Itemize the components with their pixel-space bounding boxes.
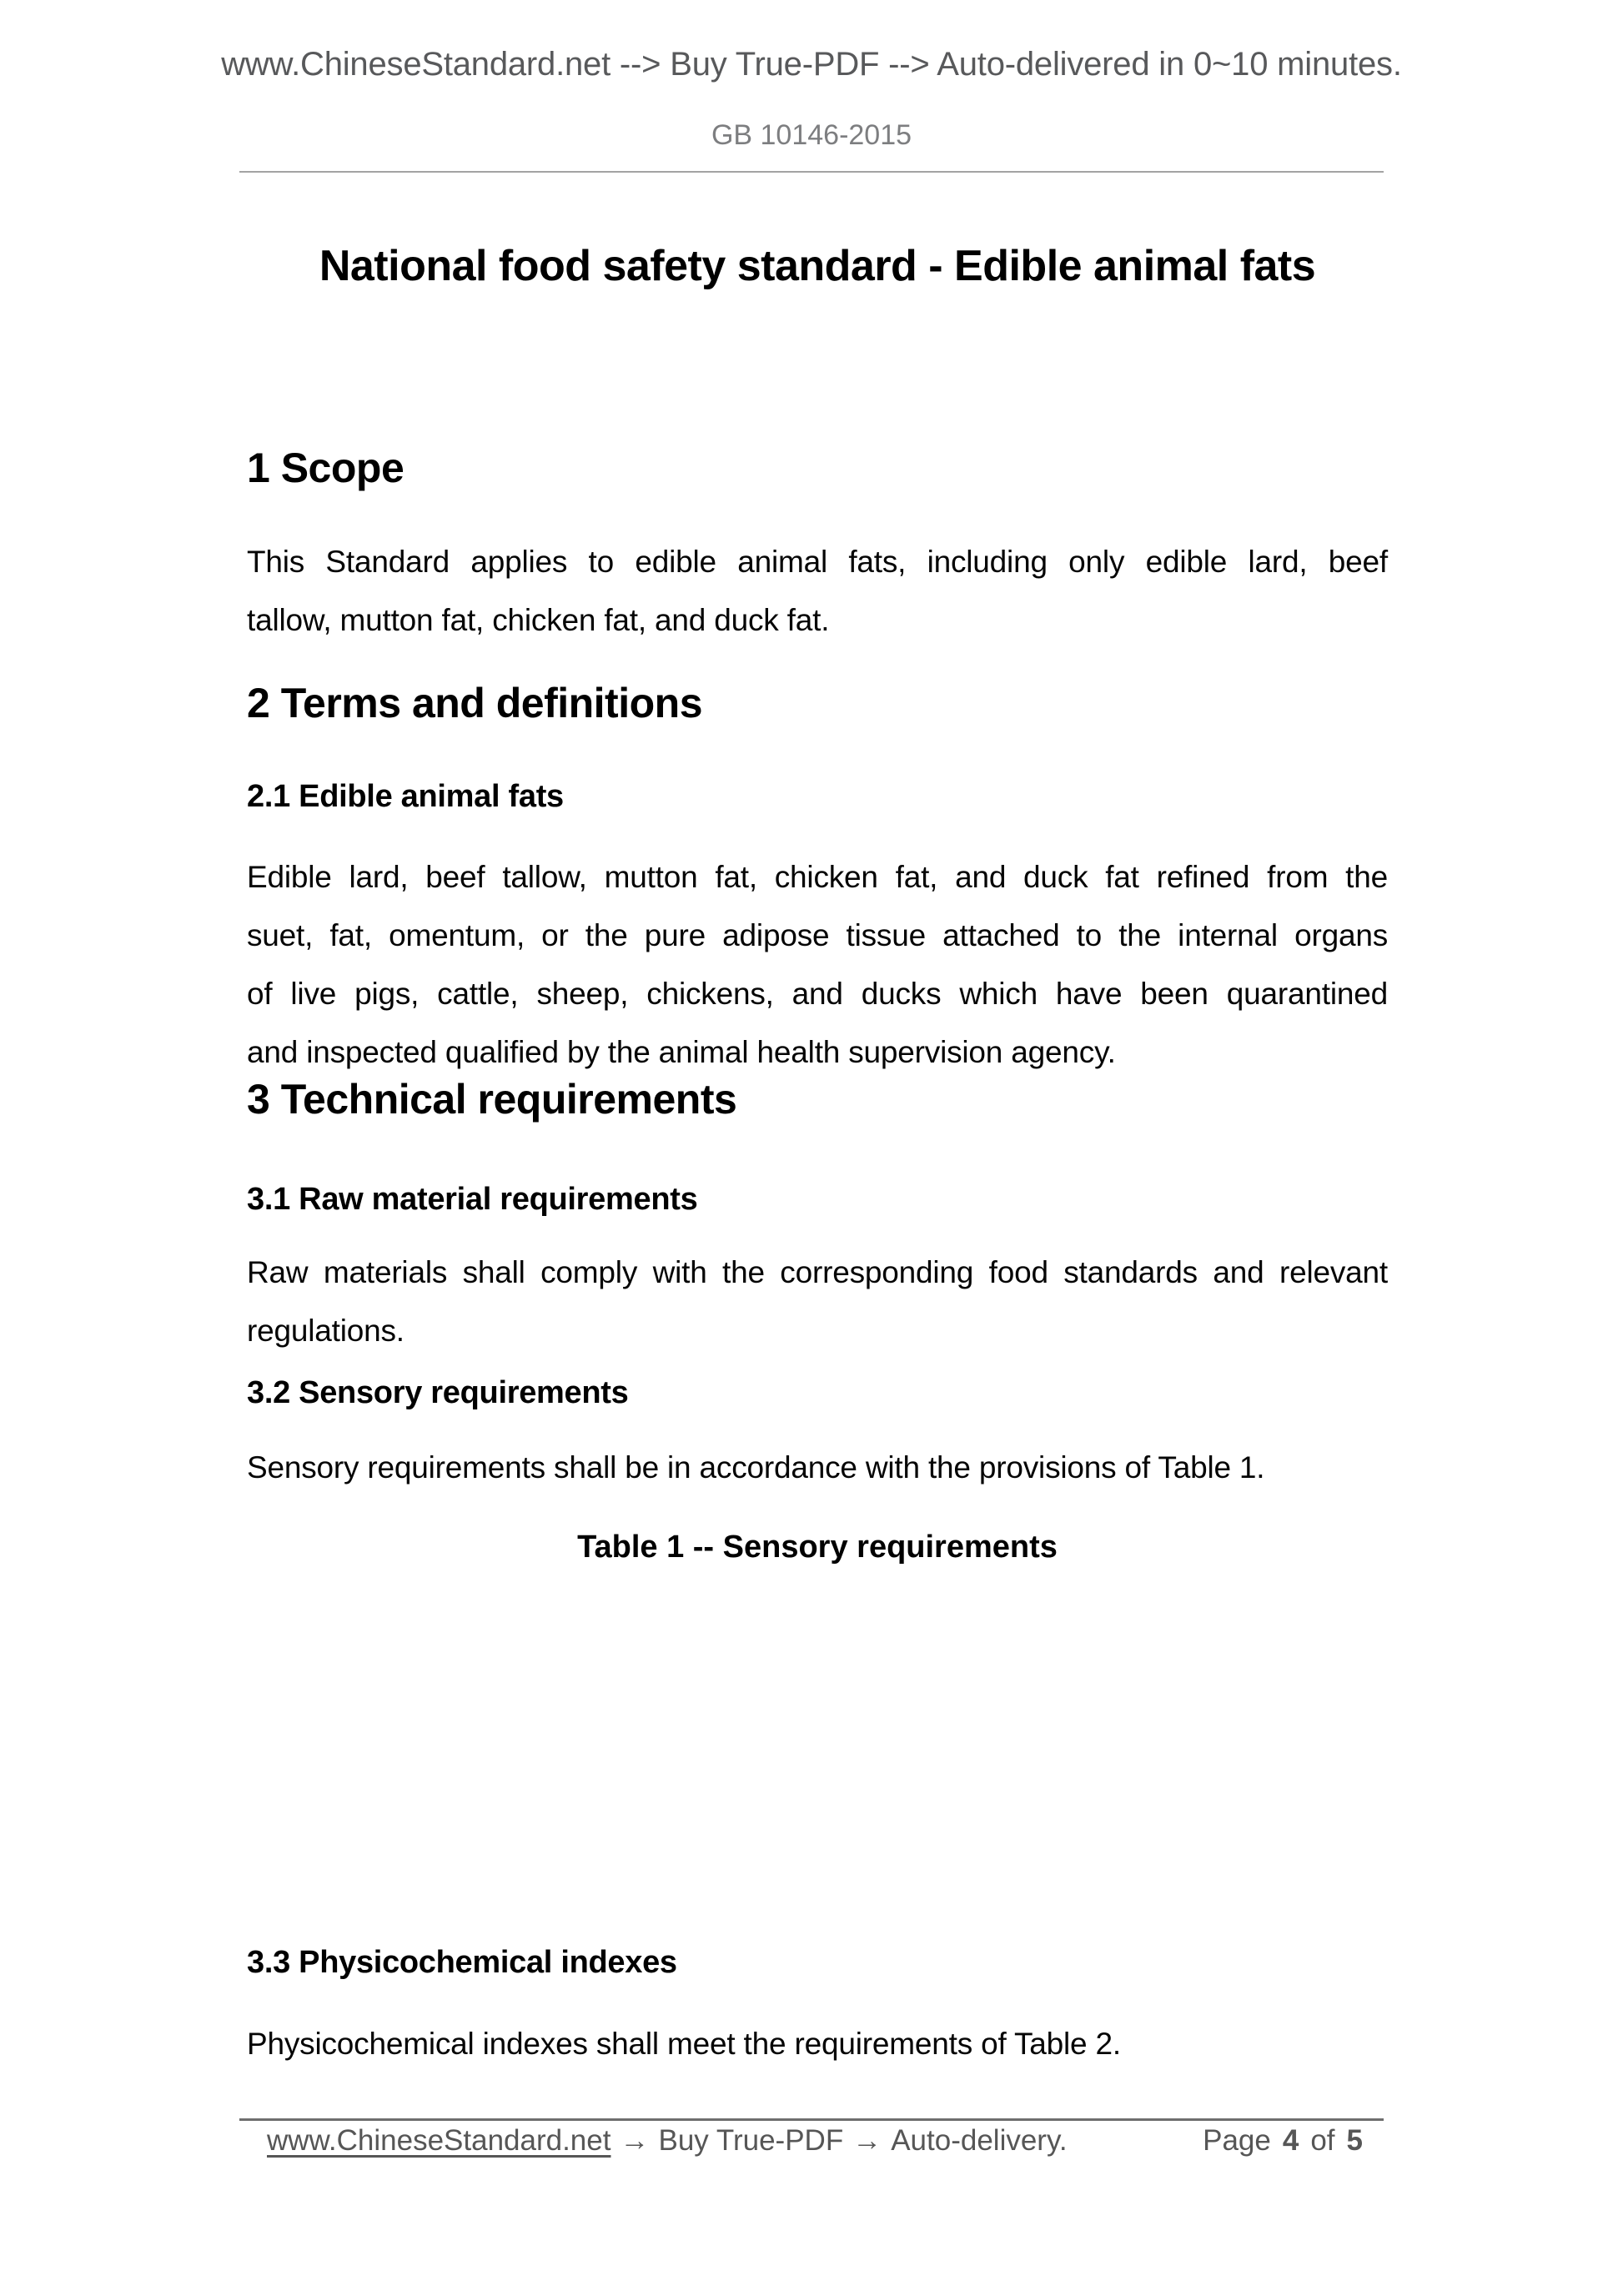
footer-step-buy: Buy True-PDF bbox=[658, 2124, 844, 2157]
text-line: and inspected qualified by the animal health supervision agency. bbox=[247, 1035, 1116, 1069]
paragraph-scope bbox=[247, 533, 1388, 650]
text-line: Physicochemical indexes shall meet the requirements of Table 2. bbox=[247, 2027, 1121, 2061]
section-heading-technical: 3 Technical requirements bbox=[247, 1076, 737, 1123]
arrow-right-icon: → bbox=[852, 2124, 882, 2157]
section-heading-terms: 2 Terms and definitions bbox=[247, 680, 702, 726]
text-line: Sensory requirements shall be in accordance with the provisions of Table 1. bbox=[247, 1450, 1265, 1485]
subsection-heading-2-1: 2.1 Edible animal fats bbox=[247, 779, 564, 814]
arrow-right-icon: → bbox=[620, 2124, 650, 2157]
footer-rule bbox=[239, 2118, 1384, 2121]
text-line: of live pigs, cattle, sheep, chickens, and ducks which have been quarantined bbox=[247, 977, 1388, 1011]
paragraph-edible-animal-fats bbox=[247, 848, 1388, 1082]
footer-step-delivery: Auto-delivery. bbox=[891, 2124, 1068, 2157]
footer-breadcrumb bbox=[267, 2123, 1068, 2158]
text-line: Raw materials shall comply with the corresponding food standards and relevant bbox=[247, 1255, 1388, 1289]
text-line: Edible lard, beef tallow, mutton fat, chicken fat, and duck fat refined from the bbox=[247, 860, 1388, 894]
paragraph-physicochemical bbox=[247, 2015, 1388, 2073]
total-pages: 5 bbox=[1346, 2124, 1363, 2157]
page-word: Page bbox=[1203, 2124, 1271, 2157]
page-indicator bbox=[1203, 2123, 1363, 2158]
header-tagline: www.ChineseStandard.net --> Buy True-PDF --> Auto-delivered in 0~10 minutes. bbox=[221, 46, 1402, 83]
footer-site-link[interactable]: www.ChineseStandard.net bbox=[267, 2124, 611, 2157]
header-rule bbox=[239, 171, 1384, 173]
paragraph-raw-material bbox=[247, 1243, 1388, 1360]
table1-caption: Table 1 -- Sensory requirements bbox=[577, 1530, 1058, 1565]
doc-number: GB 10146-2015 bbox=[711, 119, 912, 151]
subsection-heading-3-3: 3.3 Physicochemical indexes bbox=[247, 1945, 677, 1980]
page-number: 4 bbox=[1282, 2124, 1299, 2157]
paragraph-sensory bbox=[247, 1439, 1388, 1497]
subsection-heading-3-2: 3.2 Sensory requirements bbox=[247, 1375, 629, 1410]
section-heading-scope: 1 Scope bbox=[247, 445, 404, 491]
subsection-heading-3-1: 3.1 Raw material requirements bbox=[247, 1182, 698, 1217]
footer bbox=[247, 2123, 1388, 2158]
text-line: suet, fat, omentum, or the pure adipose tissue attached to the internal organs bbox=[247, 918, 1388, 952]
text-line: regulations. bbox=[247, 1314, 404, 1348]
page-title: National food safety standard - Edible animal fats bbox=[319, 242, 1316, 290]
text-line: tallow, mutton fat, chicken fat, and duck fat. bbox=[247, 603, 830, 637]
text-line: This Standard applies to edible animal fats, including only edible lard, beef bbox=[247, 545, 1388, 579]
of-word: of bbox=[1310, 2124, 1335, 2157]
